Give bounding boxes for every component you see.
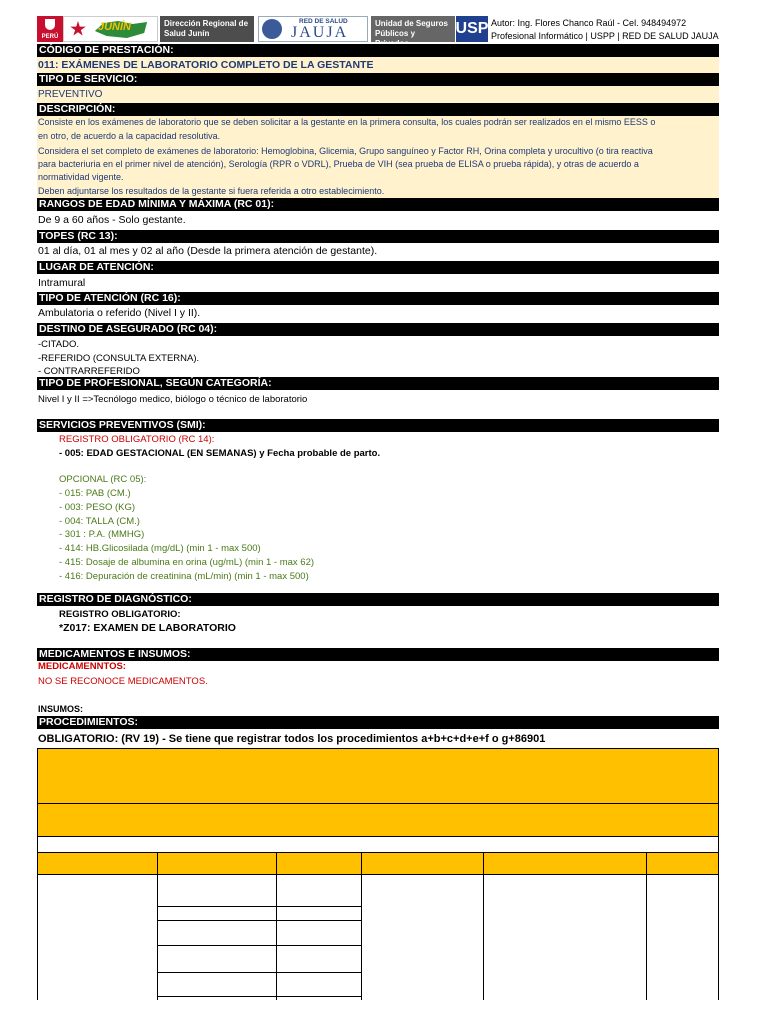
jauja-emblem-icon — [262, 19, 282, 39]
destino-item: -CITADO. — [38, 339, 79, 350]
tipo-servicio-bg — [37, 86, 719, 103]
smi-opcional: OPCIONAL (RC 05): — [59, 474, 147, 485]
author-info — [491, 17, 719, 43]
uspp-logo: USP — [456, 16, 488, 42]
table-header-band — [37, 748, 719, 804]
medicamentos-value: NO SE RECONOCE MEDICAMENTOS. — [38, 676, 208, 687]
descripcion-line: Deben adjuntarse los resultados de la gestante si fuera referida a otro establecimiento. — [38, 186, 385, 196]
smi-title: SERVICIOS PREVENTIVOS (SMI): — [37, 419, 719, 432]
medicamentos-label: MEDICAMENNTOS: — [38, 661, 126, 672]
codigo-title: CÓDIGO DE PRESTACIÓN: — [37, 44, 719, 57]
profesional-value: Nivel I y II =>Tecnólogo medico, biólogo o técnico de laboratorio — [38, 394, 308, 405]
destino-item: - CONTRARREFERIDO — [38, 366, 140, 377]
descripcion-line: normatividad vigente. — [38, 172, 124, 182]
descripcion-line: Considera el set completo de exámenes de laboratorio: Hemoglobina, Glicemia, Grupo sanguíneo y Factor RH, Orina completa y urocultivo (o tira reactiva — [38, 146, 653, 156]
diagnostico-registro: REGISTRO OBLIGATORIO: — [59, 609, 181, 620]
profesional-title: TIPO DE PROFESIONAL, SEGÚN CATEGORÍA: — [37, 377, 719, 390]
red-salud-jauja-logo — [258, 16, 368, 42]
unidad-seguros-logo: Unidad de Seguros Públicos y — [371, 16, 455, 42]
lugar-title: LUGAR DE ATENCIÓN: — [37, 261, 719, 274]
rangos-title: RANGOS DE EDAD MÍNIMA Y MÁXIMA (RC 01): — [37, 198, 719, 211]
smi-registro-obligatorio: REGISTRO OBLIGATORIO (RC 14): — [59, 434, 215, 445]
descripcion-line: Consiste en los exámenes de laboratorio que se deben solicitar a la gestante en la primera consulta, los cuales podrán ser realizados en el mismo EESS o — [38, 117, 656, 127]
author-line-2: Profesional Informático | USPP | RED DE SALUD JAUJA — [491, 31, 719, 41]
tipo-servicio-value: PREVENTIVO — [38, 89, 103, 100]
topes-value: 01 al día, 01 al mes y 02 al año (Desde la primera atención de gestante). — [38, 245, 378, 257]
smi-opcional-item: - 015: PAB (CM.) — [59, 488, 131, 499]
descripcion-line: en otro, de acuerdo a la capacidad resolutiva. — [38, 131, 221, 141]
peru-logo-label: PERÚ — [41, 34, 59, 40]
peru-logo — [37, 16, 63, 42]
tipo-atencion-value: Ambulatoria o referido (Nivel I y II). — [38, 307, 201, 319]
procedimientos-title: PROCEDIMIENTOS: — [37, 716, 719, 729]
descripcion-title: DESCRIPCIÓN: — [37, 103, 719, 116]
smi-opcional-item: - 414: HB.Glicosilada (mg/dL) (min 1 - max 500) — [59, 543, 261, 554]
table-subheader-band — [37, 803, 719, 837]
medicamentos-title: MEDICAMENTOS E INSUMOS: — [37, 648, 719, 661]
star-icon — [70, 21, 86, 37]
red-salud-label: RED DE SALUD — [299, 18, 348, 25]
diagnostico-item: *Z017: EXAMEN DE LABORATORIO — [59, 622, 236, 634]
lugar-value: Intramural — [38, 277, 86, 289]
insumos-label: INSUMOS: — [38, 704, 83, 714]
descripcion-line: para bacteriuria en el primer nivel de atención), Serología (RPR o VDRL), Prueba de VIH (sea prueba de ELISA o prueba rápida), y otras de acuerdo a — [38, 159, 639, 169]
procedimientos-obligatorio: OBLIGATORIO: (RV 19) - Se tiene que registrar todos los procedimientos a+b+c+d+e+f o g+86901 — [38, 733, 546, 745]
smi-registro-item: - 005: EDAD GESTACIONAL (EN SEMANAS) y Fecha probable de parto. — [59, 448, 381, 459]
junin-logo-label: JUNÍN — [98, 21, 132, 33]
smi-opcional-item: - 416: Depuración de creatinina (mL/min) (min 1 - max 500) — [59, 571, 309, 582]
topes-title: TOPES (RC 13): — [37, 230, 719, 243]
destino-title: DESTINO DE ASEGURADO (RC 04): — [37, 323, 719, 336]
jauja-label: JAUJA — [291, 24, 349, 41]
destino-item: -REFERIDO (CONSULTA EXTERNA). — [38, 353, 200, 364]
codigo-value: 011: EXÁMENES DE LABORATORIO COMPLETO DE LA GESTANTE — [38, 59, 374, 71]
smi-opcional-item: - 004: TALLA (CM.) — [59, 516, 140, 527]
diagnostico-title: REGISTRO DE DIAGNÓSTICO: — [37, 593, 719, 606]
tipo-servicio-title: TIPO DE SERVICIO: — [37, 73, 719, 86]
peru-shield-icon — [45, 19, 55, 30]
table-column-header-row — [37, 852, 719, 875]
direccion-regional-logo: Dirección Regional de Salud Junín — [160, 16, 254, 42]
page-header — [0, 0, 768, 44]
smi-opcional-item: - 415: Dosaje de albumina en orina (ug/mL) (min 1 - max 62) — [59, 557, 315, 568]
author-line-1: Autor: Ing. Flores Chanco Raúl - Cel. 948494972 — [491, 18, 687, 28]
tipo-atencion-title: TIPO DE ATENCIÓN (RC 16): — [37, 292, 719, 305]
junin-logo — [63, 16, 158, 42]
smi-opcional-item: - 301 : P.A. (MMHG) — [59, 529, 145, 540]
smi-opcional-item: - 003: PESO (KG) — [59, 502, 136, 513]
rangos-value: De 9 a 60 años - Solo gestante. — [38, 214, 186, 226]
